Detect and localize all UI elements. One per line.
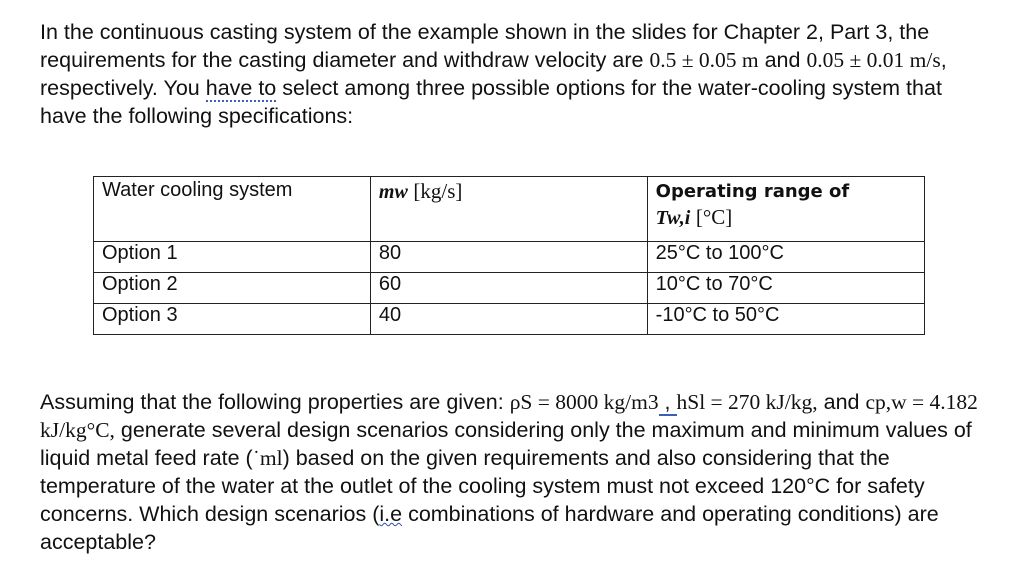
ie-abbrev[interactable]: i.e bbox=[379, 502, 403, 526]
intro-text-2: , respectively. You bbox=[40, 48, 947, 100]
option-cell: Option 3 bbox=[94, 304, 371, 335]
velocity-requirement: 0.05 ± 0.01 m/s bbox=[806, 48, 941, 72]
question-paragraph bbox=[40, 388, 980, 556]
header-system: Water cooling system bbox=[94, 177, 371, 242]
tw-symbol: Tw,i bbox=[655, 207, 691, 229]
intro-text-3: select among three possible options for the water-cooling system that have the following specifications: bbox=[40, 76, 942, 128]
mw-cell: 60 bbox=[370, 273, 647, 304]
range-cell: 10°C to 70°C bbox=[647, 273, 924, 304]
question-and: and bbox=[817, 390, 866, 414]
cp-property: cp,w = 4.182 kJ/kg°C, bbox=[40, 390, 978, 442]
diameter-requirement: 0.5 ± 0.05 m bbox=[649, 48, 759, 72]
table-row bbox=[94, 273, 925, 304]
header-range bbox=[647, 177, 924, 242]
range-cell: 25°C to 100°C bbox=[647, 242, 924, 273]
question-text-1: Assuming that the following properties are given: bbox=[40, 390, 510, 414]
table-row bbox=[94, 242, 925, 273]
range-unit: [°C] bbox=[695, 205, 733, 229]
option-cell: Option 2 bbox=[94, 273, 371, 304]
rho-property: ρS = 8000 kg/m3 bbox=[509, 390, 659, 414]
mw-symbol: mw bbox=[378, 181, 408, 203]
hsl-property: hSl = 270 kJ/kg, bbox=[676, 390, 818, 414]
question-text-4: combinations of hardware and operating conditions) are acceptable? bbox=[40, 502, 939, 554]
intro-text-1: In the continuous casting system of the example shown in the slides for Chapter 2, Part 3, the requirements for the casting diameter and withdraw velocity are bbox=[40, 20, 930, 72]
range-cell: -10°C to 50°C bbox=[647, 304, 924, 335]
mw-unit: [kg/s] bbox=[413, 179, 463, 203]
comma-separator[interactable]: , bbox=[658, 390, 677, 414]
question-text-3: ) based on the given requirements and also considering that the temperature of the water at the outlet of the cooling system must not exceed 120°C for safety concerns. Which design scenarios ( bbox=[40, 446, 925, 526]
mw-cell: 80 bbox=[370, 242, 647, 273]
option-cell: Option 1 bbox=[94, 242, 371, 273]
header-mw bbox=[370, 177, 647, 242]
mw-cell: 40 bbox=[370, 304, 647, 335]
intro-and: and bbox=[758, 48, 807, 72]
question-text-2: generate several design scenarios considering only the maximum and minimum values of liquid metal feed rate ( bbox=[40, 418, 972, 470]
cooling-options-table bbox=[93, 176, 925, 335]
table-header-row bbox=[94, 177, 925, 242]
ml-symbol: ˙ml bbox=[252, 446, 283, 470]
range-label: Operating range of bbox=[655, 181, 850, 202]
table-row bbox=[94, 304, 925, 335]
have-to-phrase[interactable]: have to bbox=[205, 76, 277, 100]
intro-paragraph bbox=[40, 18, 980, 130]
